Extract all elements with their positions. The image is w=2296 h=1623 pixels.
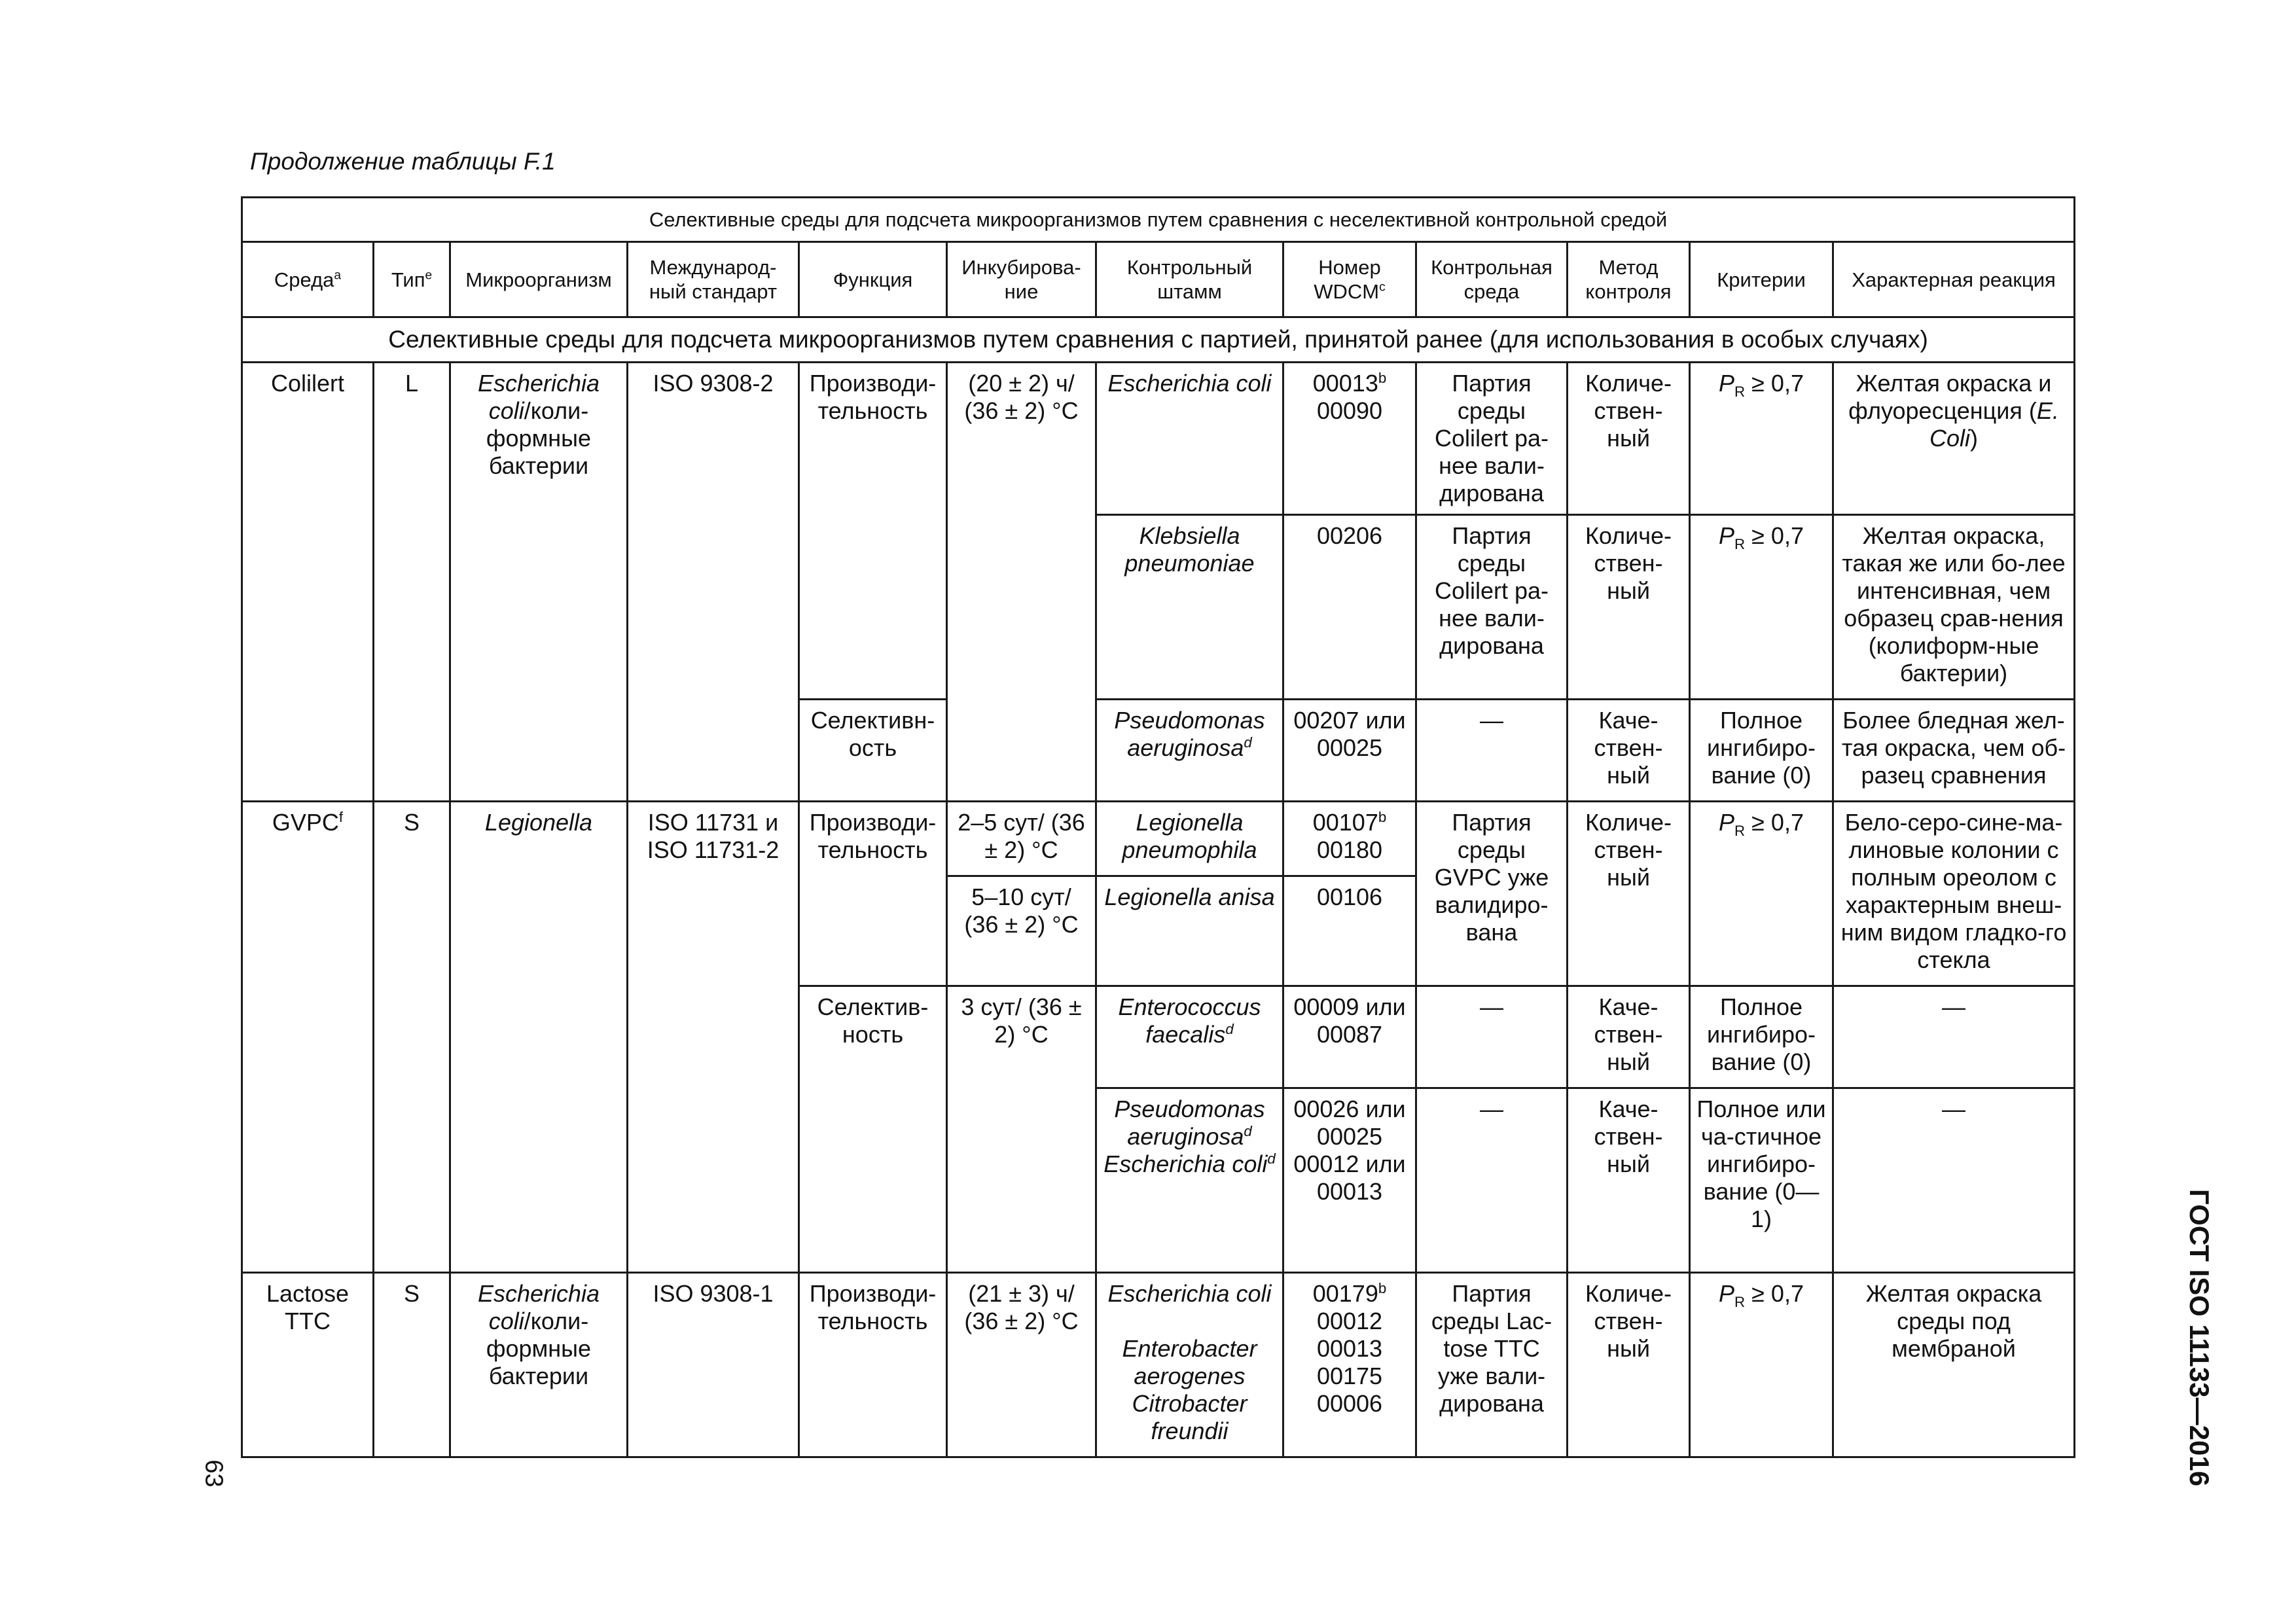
header-wdcm: Номер WDCM$^c$ xyxy=(1283,242,1416,317)
lactose-reaction: Желтая окраска среды под мембраной xyxy=(1833,1273,2075,1457)
header-standard: Международ-ный стандарт xyxy=(628,242,799,317)
colilert-wdcm: 00013$^b$ 00090 xyxy=(1283,363,1416,515)
pseudomonas-criteria: Полное ингибиро-вание (0) xyxy=(1690,700,1833,802)
header-incubation: Инкубирова-ние xyxy=(947,242,1096,317)
gvpc-criteria: $P_R \ge 0,7$ xyxy=(1690,802,1833,986)
enterococcus-method: Каче-ствен-ный xyxy=(1568,986,1690,1088)
gvpc-incubation-1: 2–5 сут/ (36 ± 2) °С xyxy=(947,802,1096,876)
gvpc-reaction: Бело-серо-сине-ма-линовые колонии с полным ореолом с характерным внеш-ним видом гладко-го стекла xyxy=(1833,802,2075,986)
table-row xyxy=(242,802,2075,876)
header-type: Тип$^e$ xyxy=(374,242,450,317)
gvpc-control: Партия среды GVPC уже валидиро-вана xyxy=(1416,802,1568,986)
header-strain: Контрольный штамм xyxy=(1096,242,1283,317)
pseudomonas-reaction: Более бледная жел-тая окраска, чем об-разец сравнения xyxy=(1833,700,2075,802)
table-title: Селективные среды для подсчета микроорганизмов путем сравнения с неселективной контрольной средой xyxy=(242,198,2075,242)
legionella-anisa-strain: Legionella anisa xyxy=(1096,876,1283,986)
table-row xyxy=(242,1273,2075,1457)
colilert-control: Партия среды Colilert ра-нее вали-дирована xyxy=(1416,363,1568,515)
enterococcus-wdcm: 00009 или 00087 xyxy=(1283,986,1416,1088)
header-reaction: Характерная реакция xyxy=(1833,242,2075,317)
pseudomonas-wdcm: 00207 или 00025 xyxy=(1283,700,1416,802)
lactose-organism: Escherichia coli/коли-формные бактерии xyxy=(450,1273,628,1457)
colilert-method: Количе-ствен-ный xyxy=(1568,363,1690,515)
header-medium: Среда$^a$ xyxy=(242,242,374,317)
lactose-standard: ISO 9308-1 xyxy=(628,1273,799,1457)
colilert-organism: Escherichia coli/коли-формные бактерии xyxy=(450,363,628,802)
lactose-strains: Escherichia coli Enterobacter aerogenes Citrobacter freundii xyxy=(1096,1273,1283,1457)
pseudomonas-ecoli-method: Каче-ствен-ный xyxy=(1568,1088,1690,1273)
lactose-medium: Lactose TTC xyxy=(242,1273,374,1457)
pseudomonas-strain: Pseudomonas aeruginosa$^d$ xyxy=(1096,700,1283,802)
gvpc-medium: GVPC$^f$ xyxy=(242,802,374,1273)
table-row xyxy=(242,363,2075,515)
gvpc-method: Количе-ствен-ный xyxy=(1568,802,1690,986)
enterococcus-criteria: Полное ингибиро-вание (0) xyxy=(1690,986,1833,1088)
klebsiella-method: Количе-ствен-ный xyxy=(1568,515,1690,700)
header-function: Функция xyxy=(799,242,947,317)
page-number: 63 xyxy=(200,1459,228,1488)
gvpc-incubation-3: 3 сут/ (36 ± 2) °С xyxy=(947,986,1096,1273)
lactose-function: Производи-тельность xyxy=(799,1273,947,1457)
gvpc-type: S xyxy=(374,802,450,1273)
header-criteria: Критерии xyxy=(1690,242,1833,317)
klebsiella-wdcm: 00206 xyxy=(1283,515,1416,700)
lactose-method: Количе-ствен-ный xyxy=(1568,1273,1690,1457)
colilert-criteria: $P_R \ge 0,7$ xyxy=(1690,363,1833,515)
header-row xyxy=(242,242,2075,317)
lactose-wdcm: 00179$^b$ 00012 00013 00175 00006 xyxy=(1283,1273,1416,1457)
legionella-anisa-wdcm: 00106 xyxy=(1283,876,1416,986)
klebsiella-reaction: Желтая окраска, такая же или бо-лее интенсивная, чем образец срав-нения (колиформ-ные бактерии) xyxy=(1833,515,2075,700)
pseudomonas-method: Каче-ствен-ный xyxy=(1568,700,1690,802)
klebsiella-control: Партия среды Colilert ра-нее вали-дирована xyxy=(1416,515,1568,700)
lactose-incubation: (21 ± 3) ч/ (36 ± 2) °С xyxy=(947,1273,1096,1457)
colilert-type: L xyxy=(374,363,450,802)
table-caption: Продолжение таблицы F.1 xyxy=(250,148,556,175)
gvpc-organism: Legionella xyxy=(450,802,628,1273)
colilert-incubation: (20 ± 2) ч/ (36 ± 2) °С xyxy=(947,363,1096,802)
gvpc-function-productivity: Производи-тельность xyxy=(799,802,947,986)
header-control-medium: Контрольная среда xyxy=(1416,242,1568,317)
enterococcus-reaction: — xyxy=(1833,986,2075,1088)
colilert-strain: Escherichia coli xyxy=(1096,363,1283,515)
legionella-pneumophila-wdcm: 00107$^b$ 00180 xyxy=(1283,802,1416,876)
pseudomonas-ecoli-strain: Pseudomonas aeruginosa$^d$ Escherichia coli$^d$ xyxy=(1096,1088,1283,1273)
lactose-control: Партия среды Lac-tose TTC уже вали-дирована xyxy=(1416,1273,1568,1457)
gvpc-standard: ISO 11731 и ISO 11731-2 xyxy=(628,802,799,1273)
lactose-type: S xyxy=(374,1273,450,1457)
document-code: ГОСТ ISO 11133—2016 xyxy=(2184,1188,2215,1487)
header-organism: Микроорганизм xyxy=(450,242,628,317)
table-title-row xyxy=(242,198,2075,242)
media-table xyxy=(241,196,2075,1458)
header-method: Метод контроля xyxy=(1568,242,1690,317)
colilert-reaction: Желтая окраска и флуоресценция (E. Coli) xyxy=(1833,363,2075,515)
section-title: Селективные среды для подсчета микроорганизмов путем сравнения с партией, принятой ранее (для использования в особых случаях) xyxy=(242,317,2075,363)
enterococcus-strain: Enterococcus faecalis$^d$ xyxy=(1096,986,1283,1088)
enterococcus-control: — xyxy=(1416,986,1568,1088)
legionella-pneumophila-strain: Legionella pneumophila xyxy=(1096,802,1283,876)
colilert-medium: Colilert xyxy=(242,363,374,802)
colilert-function-selectivity: Селективн-ость xyxy=(799,700,947,802)
pseudomonas-control: — xyxy=(1416,700,1568,802)
lactose-criteria: $P_R \ge 0,7$ xyxy=(1690,1273,1833,1457)
colilert-function-productivity: Производи-тельность xyxy=(799,363,947,700)
pseudomonas-ecoli-wdcm: 00026 или 00025 00012 или 00013 xyxy=(1283,1088,1416,1273)
gvpc-incubation-2: 5–10 сут/ (36 ± 2) °С xyxy=(947,876,1096,986)
pseudomonas-ecoli-control: — xyxy=(1416,1088,1568,1273)
colilert-standard: ISO 9308-2 xyxy=(628,363,799,802)
pseudomonas-ecoli-reaction: — xyxy=(1833,1088,2075,1273)
klebsiella-strain: Klebsiella pneumoniae xyxy=(1096,515,1283,700)
section-row xyxy=(242,317,2075,363)
klebsiella-criteria: $P_R \ge 0,7$ xyxy=(1690,515,1833,700)
pseudomonas-ecoli-criteria: Полное или ча-стичное ингибиро-вание (0—1) xyxy=(1690,1088,1833,1273)
gvpc-function-selectivity: Селектив-ность xyxy=(799,986,947,1273)
